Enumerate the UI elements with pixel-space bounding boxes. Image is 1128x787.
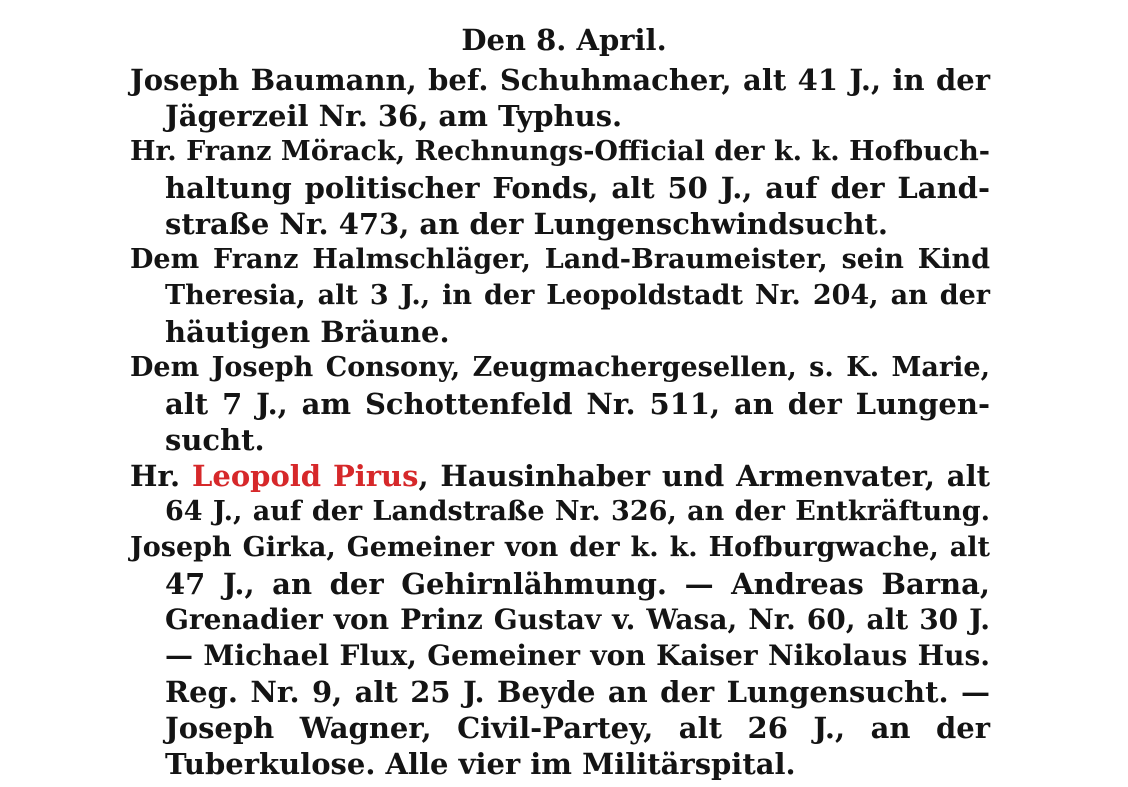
page-heading: Den 8. April. — [461, 23, 667, 57]
entry-4-line-1: Dem Joseph Consony, Zeugmachergesellen, s. K. Marie, — [130, 352, 990, 383]
entry-4-line-2: alt 7 J., am Schottenfeld Nr. 511, an der Lungen- — [165, 387, 990, 421]
entry-1-line-1: Joseph Baumann, bef. Schuhmacher, alt 41 J., in der — [130, 63, 990, 97]
entry-6-line-5: Reg. Nr. 9, alt 25 J. Beyde an der Lungensucht. — — [165, 675, 990, 709]
entry-3-line-3: häutigen Bräune. — [165, 315, 450, 349]
highlighted-name: Leopold Pirus — [191, 459, 419, 493]
entry-1-line-2: Jägerzeil Nr. 36, am Typhus. — [165, 99, 623, 133]
entry-5-line-1 — [130, 458, 990, 494]
entry-3-line-2: Theresia, alt 3 J., in der Leopoldstadt Nr. 204, an der — [165, 280, 990, 311]
entry-2-line-1: Hr. Franz Mörack, Rechnungs-Official der k. k. Hofbuch- — [130, 136, 990, 167]
entry-5-prefix: Hr. — [130, 459, 181, 493]
entry-6-line-4: — Michael Flux, Gemeiner von Kaiser Nikolaus Hus. — [165, 639, 990, 672]
entry-6-line-2: 47 J., an der Gehirnlähmung. — Andreas Barna, — [165, 567, 990, 601]
entry-4-line-3: sucht. — [165, 423, 265, 457]
entry-6-line-3: Grenadier von Prinz Gustav v. Wasa, Nr. 60, alt 30 J. — [165, 603, 990, 636]
entry-6-line-6: Joseph Wagner, Civil-Partey, alt 26 J., an der — [165, 711, 990, 745]
entry-6-line-7: Tuberkulose. Alle vier im Militärspital. — [165, 747, 796, 781]
entry-3-line-1: Dem Franz Halmschläger, Land-Braumeister, sein Kind — [130, 244, 990, 275]
entry-5-suffix: , Hausinhaber und Armenvater, alt — [418, 459, 990, 493]
entry-6-line-1: Joseph Girka, Gemeiner von der k. k. Hofburgwache, alt — [130, 532, 990, 563]
entry-2-line-3: straße Nr. 473, an der Lungenschwindsucht. — [165, 207, 888, 241]
entry-5-line-2: 64 J., auf der Landstraße Nr. 326, an der Entkräftung. — [165, 496, 990, 527]
entry-2-line-2: haltung politischer Fonds, alt 50 J., auf der Land- — [165, 171, 990, 205]
